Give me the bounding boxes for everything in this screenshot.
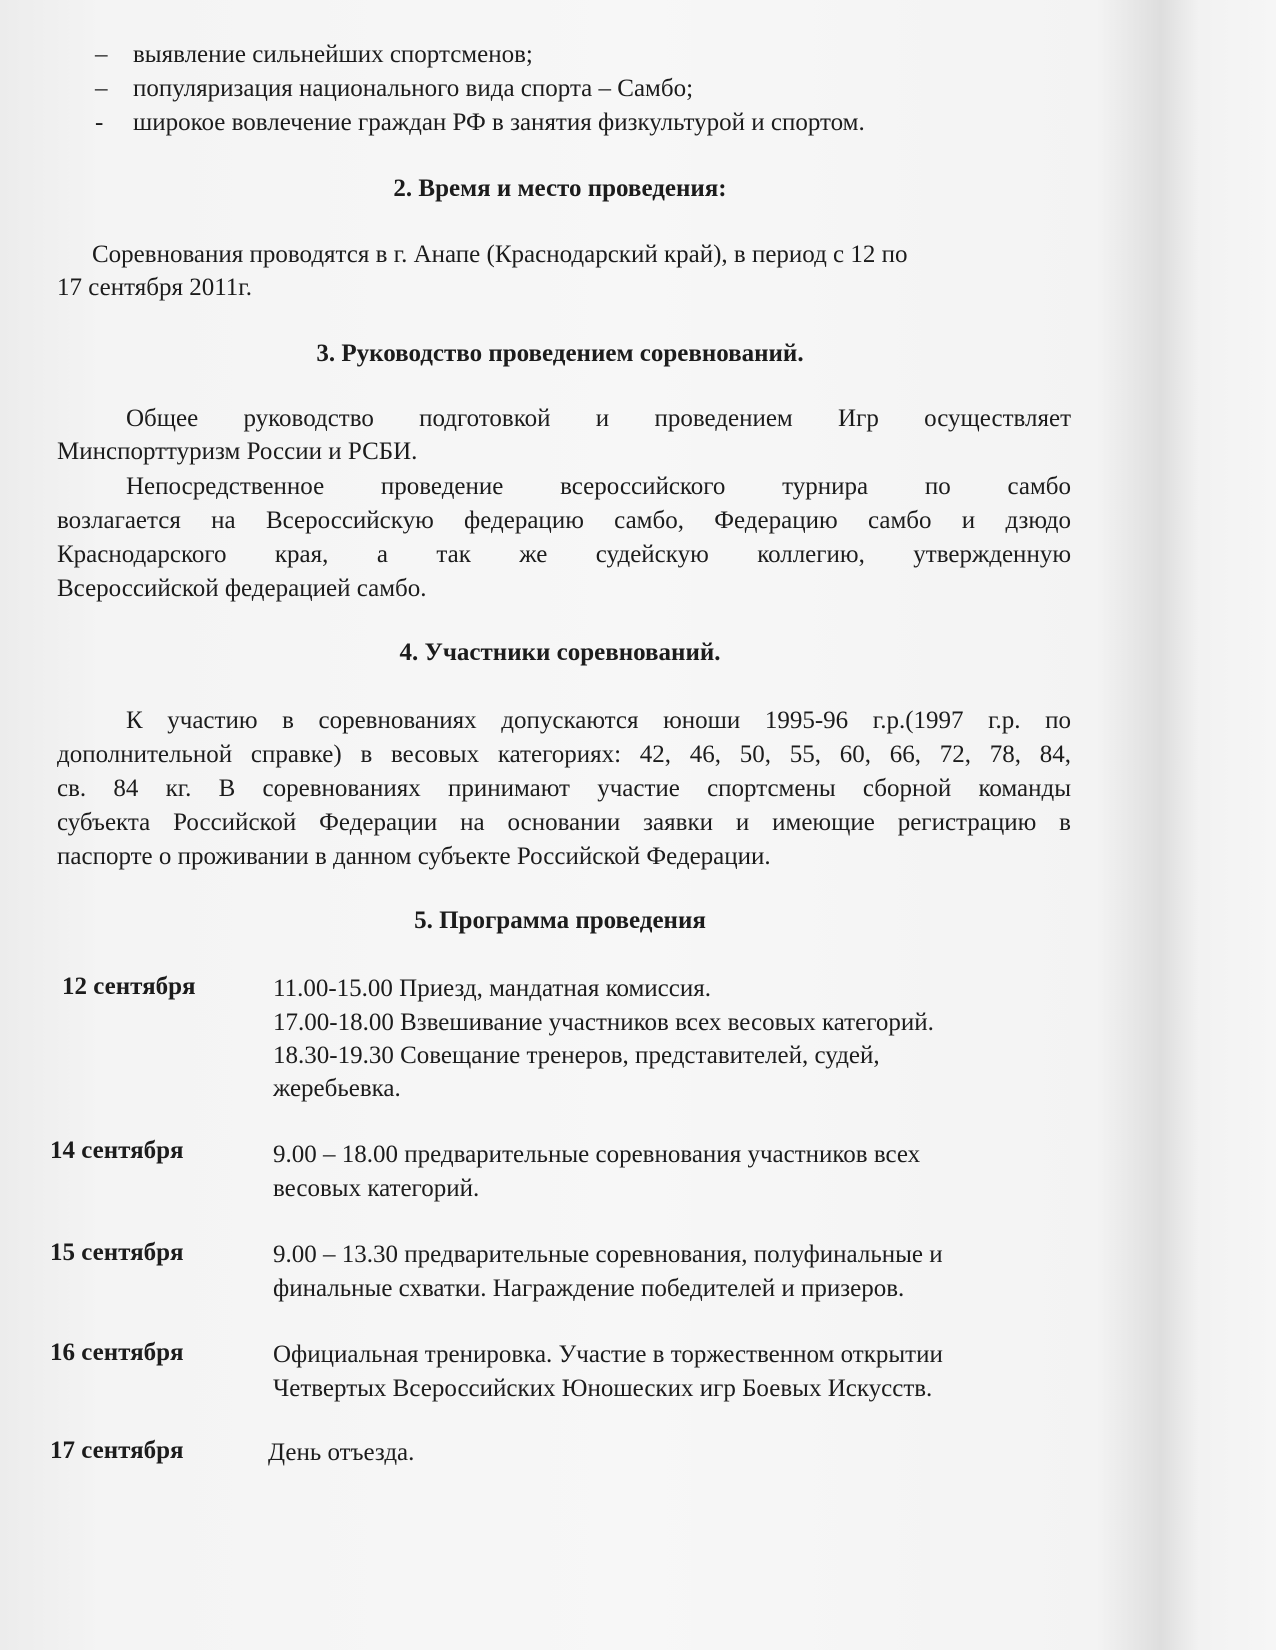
section-3-text-line: Всероссийской федерацией самбо. [57, 575, 427, 602]
list-item-text: популяризация национального вида спорта – Самбо; [133, 75, 694, 102]
list-item [95, 38, 1055, 72]
section-4-text-line: К участию в соревнованиях допускаются юноши 1995-96 г.р.(1997 г.р. по [126, 707, 1071, 734]
section-3-text-line: Минспорттуризм России и РСБИ. [57, 438, 418, 465]
section-2-heading: 2. Время и место проведения: [393, 175, 727, 202]
section-4-text-line: дополнительной справке) в весовых категориях: 42, 46, 50, 55, 60, 66, 72, 78, 84, [57, 741, 1071, 768]
section-5-heading: 5. Программа проведения [414, 907, 706, 934]
section-4-text-line: св. 84 кг. В соревнованиях принимают участие спортсмены сборной команды [57, 775, 1071, 802]
schedule-line: День отъезда. [268, 1439, 415, 1466]
schedule-date: 15 сентября [50, 1239, 184, 1266]
schedule-date: 14 сентября [50, 1137, 184, 1164]
section-3-text-line: возлагается на Всероссийскую федерацию самбо, Федерацию самбо и дзюдо [57, 507, 1071, 534]
list-marker: - [95, 109, 104, 136]
section-3-text-line: Общее руководство подготовкой и проведением Игр осуществляет [126, 405, 1071, 432]
schedule-line: Четвертых Всероссийских Юношеских игр Боевых Искусств. [273, 1375, 933, 1402]
schedule-date: 16 сентября [50, 1339, 184, 1366]
schedule-line: 18.30-19.30 Совещание тренеров, представителей, судей, [273, 1042, 880, 1069]
schedule-line: 11.00-15.00 Приезд, мандатная комиссия. [273, 975, 711, 1002]
list-item-text: выявление сильнейших спортсменов; [133, 41, 533, 68]
list-item [95, 72, 1055, 106]
section-4-text-line: паспорте о проживании в данном субъекте Российской Федерации. [57, 843, 771, 870]
section-2-text-line: 17 сентября 2011г. [57, 274, 252, 301]
schedule-line: 17.00-18.00 Взвешивание участников всех весовых категорий. [273, 1009, 934, 1036]
list-item-text: широкое вовлечение граждан РФ в занятия физкультурой и спортом. [133, 109, 865, 136]
schedule-date: 12 сентября [62, 973, 196, 1000]
section-4-text-line: субъекта Российской Федерации на основании заявки и имеющие регистрацию в [57, 809, 1071, 836]
schedule-line: 9.00 – 18.00 предварительные соревнования участников всех [273, 1141, 921, 1168]
section-3-heading: 3. Руководство проведением соревнований. [316, 340, 804, 367]
section-4-heading: 4. Участники соревнований. [399, 639, 721, 666]
schedule-line: 9.00 – 13.30 предварительные соревнования, полуфинальные и [273, 1241, 943, 1268]
section-3-text-line: Непосредственное проведение всероссийского турнира по самбо [126, 473, 1071, 500]
list-marker: – [95, 41, 108, 68]
schedule-line: финальные схватки. Награждение победителей и призеров. [273, 1275, 905, 1302]
schedule-date: 17 сентября [50, 1437, 184, 1464]
schedule-line: весовых категорий. [273, 1175, 480, 1202]
section-3-text-line: Краснодарского края, а так же судейскую коллегию, утвержденную [57, 541, 1071, 568]
section-2-text-line: Соревнования проводятся в г. Анапе (Краснодарский край), в период с 12 по [92, 241, 908, 268]
list-item [95, 106, 1055, 140]
schedule-line: Официальная тренировка. Участие в торжественном открытии [273, 1341, 943, 1368]
list-marker: – [95, 75, 108, 102]
goals-list [95, 38, 1055, 140]
schedule-line: жеребьевка. [273, 1075, 401, 1102]
